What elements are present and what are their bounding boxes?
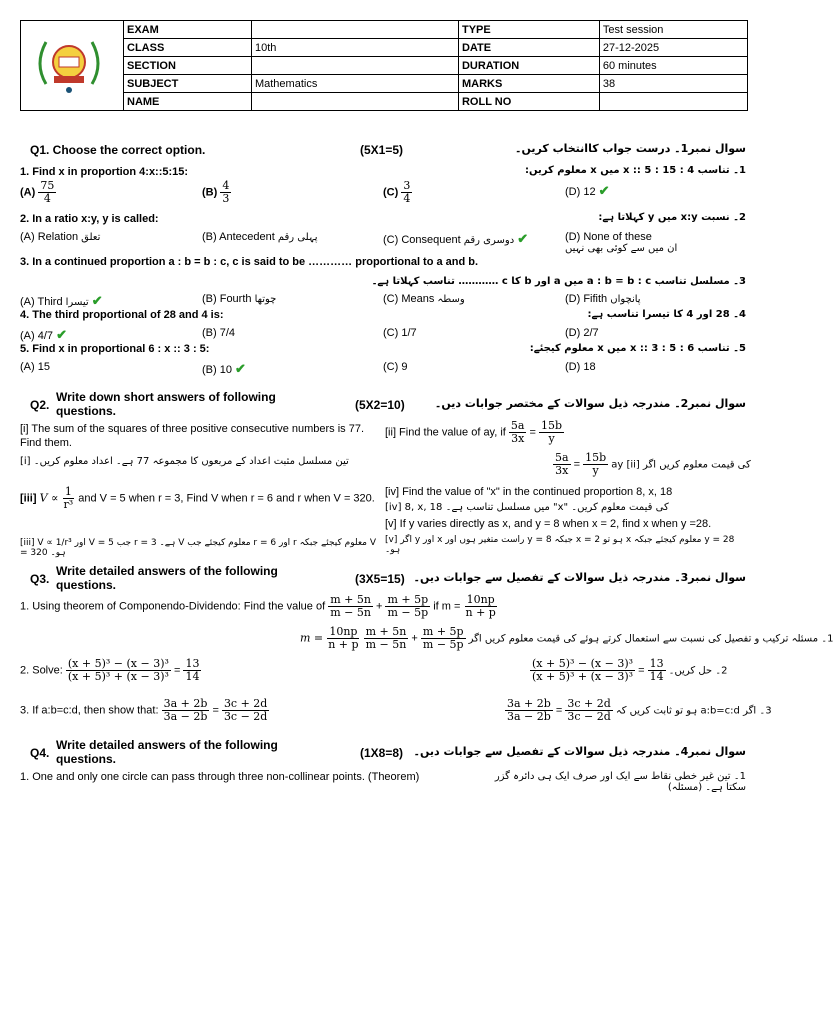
q2-v-urdu: [v] اگر y اور x راست متغیر ہوں اور y = 8 جبکہ x = 2 ہو تو x معلوم کیجئے جبکہ y = 28 ہو۔ bbox=[385, 535, 735, 555]
q1-2-option-d: (D) None of these bbox=[565, 231, 652, 243]
q2-iv-text: [iv] Find the value of "x" in the continued proportion 8, x, 18 bbox=[385, 486, 673, 498]
q1-1-urdu: 1۔ تناسب 4 : x :: 5 : 15 میں x معلوم کریں: bbox=[525, 165, 746, 176]
q3-marks: (3X5=15) bbox=[355, 572, 405, 586]
q1-4-urdu: 4۔ 28 اور 4 کا تیسرا تناسب ہے: bbox=[587, 309, 746, 320]
q1-3-text: 3. In a continued proportion a : b = b : c, c is said to be ………… proportional to a and b. bbox=[20, 256, 479, 268]
q1-5-urdu: 5۔ تناسب 6 : x :: 3 : 5 میں x معلوم کیجئے: bbox=[529, 343, 746, 354]
check-icon: ✔ bbox=[91, 293, 103, 308]
section-label: SECTION bbox=[124, 57, 252, 75]
header-table bbox=[20, 20, 748, 111]
q2-urdu-heading: سوال نمبر2۔ مندرجہ ذیل سوالات کے مختصر جوابات دیں۔ bbox=[434, 397, 746, 410]
rollno-label: ROLL NO bbox=[458, 93, 599, 111]
q3-i-urdu: m = $\frac{10np}{n + p}$ $\frac{m + 5n}{m - 5n}$ + $\frac{m + 5p}{m - 5p}$ 1۔ مسئلہ ترکیب و تفصیل کی نسبت سے استعمال کرتے ہوئے کی قیمت معلوم کریں اگر bbox=[300, 625, 834, 651]
date-label: DATE bbox=[458, 39, 599, 57]
q2-iii-urdu: [iii] V ∝ 1/r³ اور V = 5 جب r = 3 ہے۔ V معلوم کیجئے جب r = 6 اور r معلوم کیجئے جبکہ V = 320 ہو۔ bbox=[20, 538, 377, 558]
check-icon: ✔ bbox=[598, 183, 610, 198]
q4-heading: Write detailed answers of the following questions. bbox=[56, 738, 278, 766]
exam-label: EXAM bbox=[124, 21, 252, 39]
q1-2-option-b: (B) Antecedent پہلی رقم bbox=[202, 231, 318, 243]
q2-number: Q2. bbox=[30, 398, 50, 412]
class-label: CLASS bbox=[124, 39, 252, 57]
q2-marks: (5X2=10) bbox=[355, 398, 405, 412]
subject-value: Mathematics bbox=[251, 75, 458, 93]
q1-2-option-c: (C) Consequent دوسری رقم ✔ bbox=[383, 231, 529, 246]
q1-2-urdu: 2۔ نسبت x:y میں y کہلاتا ہے: bbox=[598, 212, 746, 223]
q4-number: Q4. bbox=[30, 746, 50, 760]
subject-label: SUBJECT bbox=[124, 75, 252, 93]
q1-3-option-b: (B) Fourth چوتھا bbox=[202, 293, 277, 305]
q1-5-option-a: (A) 15 bbox=[20, 361, 50, 373]
rollno-value bbox=[599, 93, 747, 111]
q1-4-text: 4. The third proportional of 28 and 4 is: bbox=[20, 309, 224, 321]
q3-iii-text: 3. If a:b=c:d, then show that: $\frac{3a + 2b}{3a - 2b}$ = $\frac{3c + 2d}{3c - 2d}$ bbox=[20, 697, 268, 723]
type-value: Test session bbox=[599, 21, 747, 39]
q1-5-option-c: (C) 9 bbox=[383, 361, 408, 373]
q1-5-option-b: (B) 10 ✔ bbox=[202, 361, 246, 376]
q1-1-option-b: (B) $\frac{4}{3}$ bbox=[202, 179, 230, 205]
q2-i-urdu: [i] تین مسلسل مثبت اعداد کے مربعوں کا مجموعہ 77 ہے۔ اعداد معلوم کریں۔ bbox=[20, 456, 349, 467]
q3-ii-urdu: $\frac{\text{(x + 5)³ − (x − 3)³}}{\text{(x + 5)³ + (x − 3)³}}$ = $\frac{13}{14}$ 2۔ حل کریں۔ bbox=[532, 657, 728, 683]
q3-i-text: 1. Using theorem of Componendo-Dividendo: Find the value of $\frac{m + 5n}{m - 5n}$ + $\frac{m + 5p}{m - 5p}$ if m = $\frac{10np}{n + p}$ bbox=[20, 593, 496, 619]
section-value bbox=[251, 57, 458, 75]
check-icon: ✔ bbox=[235, 361, 246, 376]
q1-urdu-heading: سوال نمبر1۔ درست جواب کاانتخاب کریں۔ bbox=[515, 142, 746, 155]
marks-value: 38 bbox=[599, 75, 747, 93]
name-label: NAME bbox=[124, 93, 252, 111]
logo-cell bbox=[21, 21, 124, 111]
q1-1-text: 1. Find x in proportion 4:x::5:15: bbox=[20, 166, 189, 178]
q1-5-option-d: (D) 18 bbox=[565, 361, 596, 373]
q1-4-option-a: (A) 4/7 ✔ bbox=[20, 327, 67, 342]
class-value: 10th bbox=[251, 39, 458, 57]
check-icon: ✔ bbox=[517, 231, 529, 246]
date-value: 27-12-2025 bbox=[599, 39, 747, 57]
q2-i-text: [i] The sum of the squares of three positive consecutive numbers is 77. Find them. bbox=[20, 423, 365, 449]
q2-iii-text: [iii] V ∝ $\frac{1}{\text{r³}}$ and V = 5 when r = 3, Find V when r = 6 and r when V = 320. bbox=[20, 485, 375, 511]
q3-ii-text: 2. Solve: $\frac{\text{(x + 5)³ − (x − 3)³}}{\text{(x + 5)³ + (x − 3)³}}$ = $\frac{13}{14}$ bbox=[20, 657, 200, 683]
q3-number: Q3. bbox=[30, 572, 50, 586]
q2-v-text: [v] If y varies directly as x, and y = 8 when x = 2, find x when y =28. bbox=[385, 518, 712, 530]
duration-label: DURATION bbox=[458, 57, 599, 75]
name-value bbox=[251, 93, 458, 111]
q2-heading: Write down short answers of following questions. bbox=[56, 390, 276, 418]
q4-i-text: 1. One and only one circle can pass through three non-collinear points. (Theorem) bbox=[20, 771, 420, 783]
q1-heading: Q1. Choose the correct option. bbox=[30, 143, 206, 157]
q1-2-option-a: (A) Relation تعلق bbox=[20, 231, 101, 243]
q1-2-text: 2. In a ratio x:y, y is called: bbox=[20, 213, 159, 225]
q1-1-option-a: (A) $\frac{75}{4}$ bbox=[20, 179, 55, 205]
q2-ii-text: [ii] Find the value of ay, if $\frac{5a}{3x}$ = $\frac{15b}{y}$ bbox=[385, 419, 563, 445]
q1-5-text: 5. Find x in proportional 6 : x :: 3 : 5: bbox=[20, 343, 210, 355]
q1-3-urdu: 3۔ مسلسل تناسب a : b = b : c میں a اور b کا c ………… تناسب کہلاتا ہے۔ bbox=[371, 276, 746, 287]
q3-urdu-heading: سوال نمبر3۔ مندرجہ ذیل سوالات کے تفصیل سے جوابات دیں۔ bbox=[413, 571, 746, 584]
q1-3-option-a: (A) Third تیسرا ✔ bbox=[20, 293, 103, 308]
q1-marks: (5X1=5) bbox=[360, 143, 404, 157]
q3-iii-urdu: $\frac{3a + 2b}{3a - 2b}$ = $\frac{3c + 2d}{3c - 2d}$ 3۔ اگر a:b=c:d ہو تو ثابت کریں کہ bbox=[507, 697, 772, 723]
q1-3-option-d: (D) Fifith پانچواں bbox=[565, 293, 641, 305]
q1-1-option-c: (C) $\frac{3}{4}$ bbox=[383, 179, 411, 205]
q1-1-option-d: (D) 12 ✔ bbox=[565, 183, 610, 198]
type-label: TYPE bbox=[458, 21, 599, 39]
q1-2-option-d-urdu: ان میں سے کوئی بھی نہیں bbox=[565, 243, 678, 254]
marks-label: MARKS bbox=[458, 75, 599, 93]
q4-i-urdu: 1۔ تین غیر خطی نقاط سے ایک اور صرف ایک ہی دائرہ گزر سکتا ہے۔ (مسئلہ) bbox=[494, 771, 746, 793]
q2-ii-urdu: $\frac{5a}{3x}$ = $\frac{15b}{y}$ ay [ii] کی قیمت معلوم کریں اگر bbox=[555, 451, 751, 477]
check-icon: ✔ bbox=[56, 327, 67, 342]
q3-heading: Write detailed answers of the following questions. bbox=[56, 564, 278, 592]
q1-4-option-d: (D) 2/7 bbox=[565, 327, 599, 339]
q1-4-option-b: (B) 7/4 bbox=[202, 327, 236, 339]
school-logo-icon bbox=[24, 24, 114, 104]
q4-marks: (1X8=8) bbox=[360, 746, 404, 760]
q2-iv-urdu: [iv] 8, x, 18 میں مسلسل تناسب ہے۔ "x" کی قیمت معلوم کریں۔ bbox=[385, 502, 669, 513]
q4-urdu-heading: سوال نمبر4۔ مندرجہ ذیل سوالات کے تفصیل سے جوابات دیں۔ bbox=[413, 745, 746, 758]
q1-4-option-c: (C) 1/7 bbox=[383, 327, 417, 339]
exam-value bbox=[251, 21, 458, 39]
duration-value: 60 minutes bbox=[599, 57, 747, 75]
q1-3-option-c: (C) Means وسطہ bbox=[383, 293, 465, 305]
